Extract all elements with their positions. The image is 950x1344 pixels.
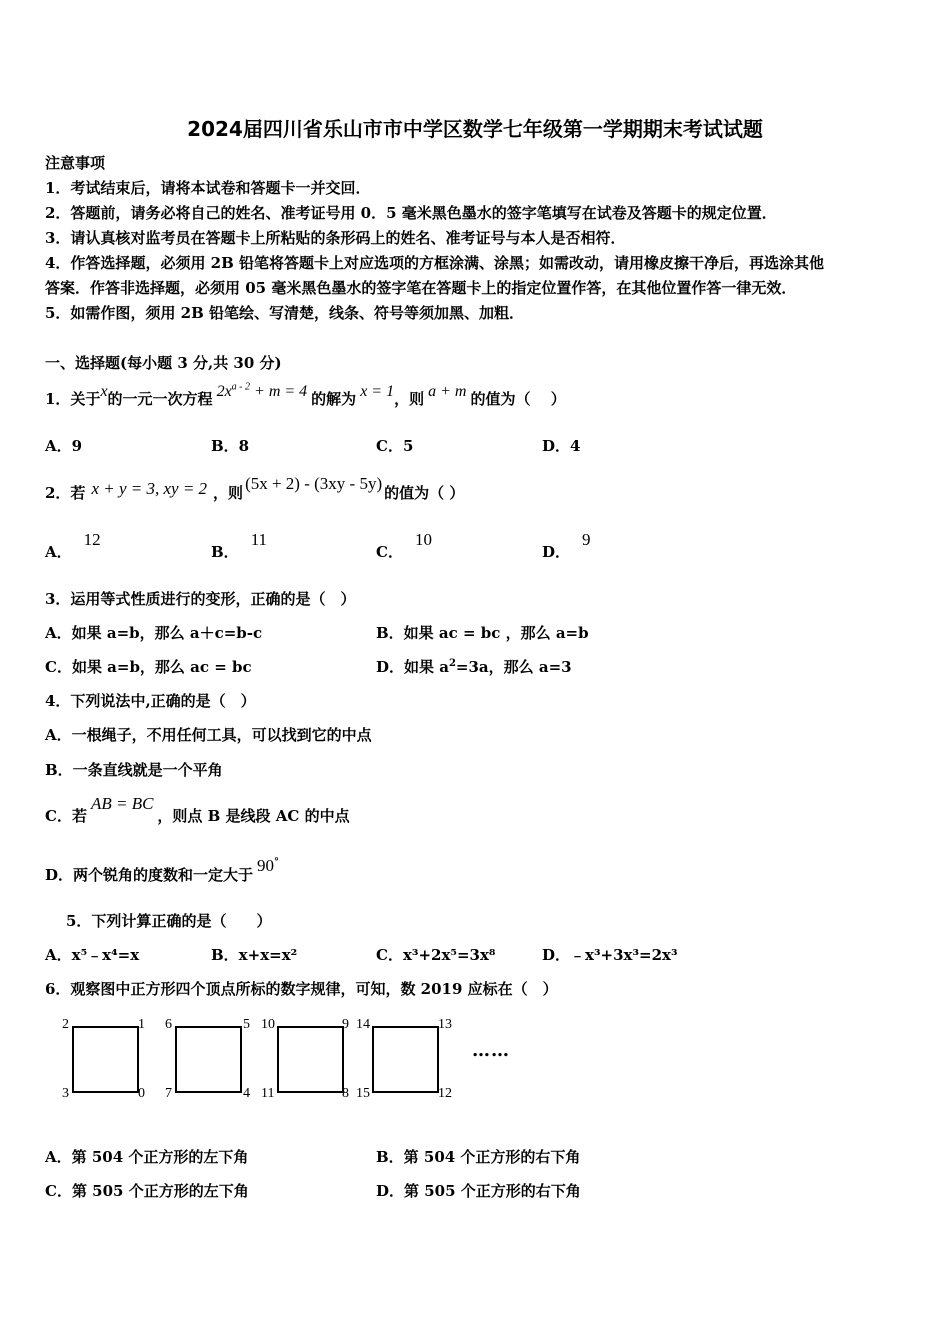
q4-option-d: D．两个锐角的度数和一定大于 90° [45,856,280,884]
q4-option-c: C．若AB = BC，则点 B 是线段 AC 的中点 [45,794,350,825]
q6-square-2 [175,1026,242,1093]
q5-option-d: D．﹣x³+3x³=2x³ [542,946,678,964]
q6-sq3-tl: 10 [261,1017,275,1032]
q2-option-c: C．10 [376,530,432,561]
q5-option-c: C．x³+2x⁵=3x⁸ [376,946,496,964]
q1-option-d: D．4 [542,437,581,455]
q4-option-b: B．一条直线就是一个平角 [45,761,223,779]
q5-option-b: B．x+x=x² [211,946,298,964]
q6-sq2-bl: 7 [165,1086,172,1101]
notice-item-4: 4．作答选择题，必须用 2B 铅笔将答题卡上对应选项的方框涂满、涂黑；如需改动，请用橡皮擦干净后，再选涂其他 [45,254,825,272]
notice-item-5: 5．如需作图，须用 2B 铅笔绘、写清楚，线条、符号等须加黑、加粗． [45,304,524,322]
q6-sq4-bl: 15 [356,1086,370,1101]
q6-square-3 [277,1026,344,1093]
q1-stem: 1．关于x的一元一次方程 $2x^{a - 2} + m = 4$ 的解为 x = 1，则 a + m 的值为（ ） [45,381,566,408]
q6-sq1-tl: 2 [62,1017,69,1032]
notice-item-4-cont: 答案．作答非选择题，必须用 05 毫米黑色墨水的签字笔在答题卡上的指定位置作答，在其他位置作答一律无效． [45,279,797,297]
q6-sq2-tr: 5 [243,1017,250,1032]
q6-option-a: A．第 504 个正方形的左下角 [45,1148,249,1166]
q6-option-d: D．第 505 个正方形的右下角 [376,1182,581,1200]
q3-option-a: A．如果 a=b，那么 a＋c=b-c [45,624,263,642]
q1-option-b: B．8 [211,437,250,455]
q6-sq1-bl: 3 [62,1086,69,1101]
q4-stem: 4．下列说法中,正确的是（ ） [45,692,256,710]
q3-option-c: C．如果 a=b，那么 ac = bc [45,658,252,676]
q5-option-a: A．x⁵﹣x⁴=x [45,946,140,964]
q1-option-c: C．5 [376,437,414,455]
q2-option-a: A．12 [45,530,101,561]
q6-sq2-br: 4 [243,1086,250,1101]
q5-stem: 5．下列计算正确的是（ ） [66,912,272,930]
q6-sq2-tl: 6 [165,1017,172,1032]
notice-item-1: 1．考试结束后，请将本试卷和答题卡一并交回． [45,179,371,197]
page-title: 2024届四川省乐山市市中学区数学七年级第一学期期末考试试题 [187,117,763,141]
q3-stem: 3．运用等式性质进行的变形，正确的是（ ） [45,590,356,608]
q6-sq4-tr: 13 [438,1017,452,1032]
q6-sq4-tl: 14 [356,1017,370,1032]
q6-option-b: B．第 504 个正方形的右下角 [376,1148,581,1166]
q6-ellipsis: …… [472,1040,510,1061]
q6-sq1-tr: 1 [138,1017,145,1032]
q4-option-a: A．一根绳子，不用任何工具，可以找到它的中点 [45,726,372,744]
section-heading: 一、选择题(每小题 3 分,共 30 分) [45,354,282,372]
notice-item-2: 2．答题前，请务必将自己的姓名、准考证号用 0．5 毫米黑色墨水的签字笔填写在试卷及答题卡的规定位置． [45,204,777,222]
q2-option-d: D．9 [542,530,591,561]
q6-sq3-br: 8 [342,1086,349,1101]
q6-stem: 6．观察图中正方形四个顶点所标的数字规律，可知，数 2019 应标在（ ） [45,980,558,998]
q6-option-c: C．第 505 个正方形的左下角 [45,1182,249,1200]
q2-option-b: B．11 [211,530,268,561]
q6-sq1-br: 0 [138,1086,145,1101]
notice-item-3: 3．请认真核对监考员在答题卡上所粘贴的条形码上的姓名、准考证号与本人是否相符． [45,229,626,247]
q6-square-4 [372,1026,439,1093]
q3-option-b: B．如果 ac = bc ，那么 a=b [376,624,589,642]
q6-sq3-tr: 9 [342,1017,349,1032]
q6-square-1 [72,1026,139,1093]
notice-heading: 注意事项 [45,154,106,172]
q6-sq3-bl: 11 [261,1086,275,1101]
q2-stem: 2．若 x + y = 3, xy = 2 ，则 (5x + 2) - (3xy - 5y) 的值为（ ） [45,474,465,502]
q6-sq4-br: 12 [438,1086,452,1101]
q3-option-d: D．如果 $a^2=3a$，那么 a=3 [376,658,572,676]
q1-option-a: A．9 [45,437,83,455]
